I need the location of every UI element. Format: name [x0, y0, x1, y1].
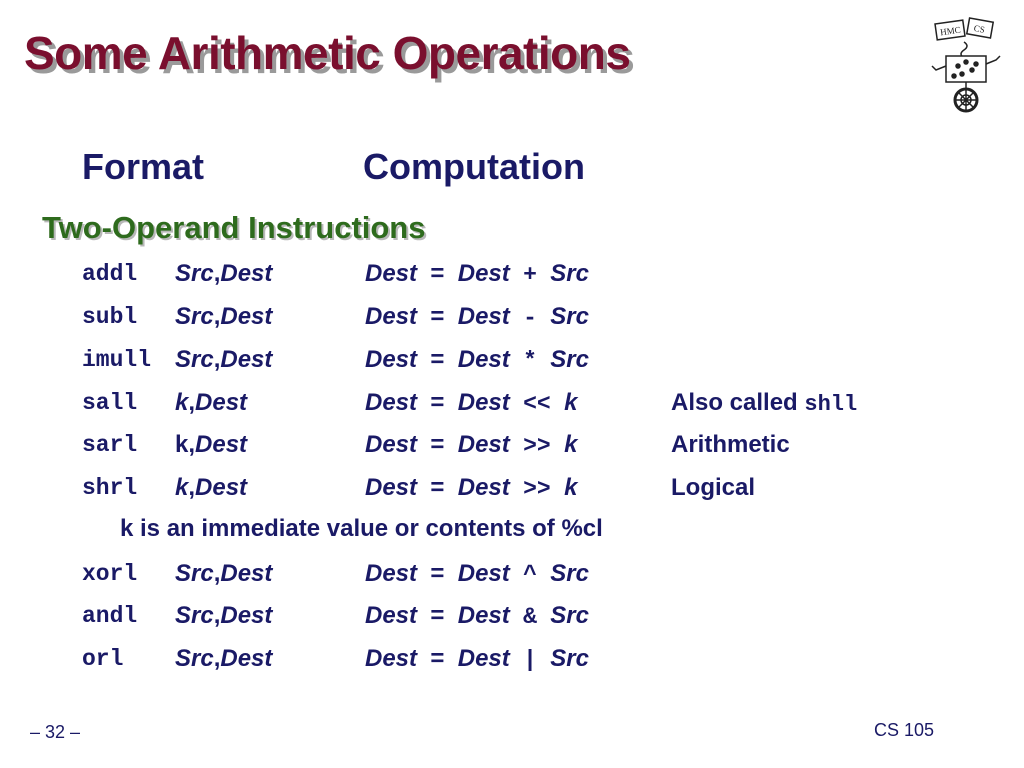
course-label: CS 105: [874, 720, 935, 740]
operand-dest: Dest: [195, 431, 248, 458]
note-text: Logical: [671, 474, 756, 501]
comp-operator: |: [523, 647, 537, 673]
comp-eq: =: [430, 389, 445, 416]
comp-operator: -: [523, 305, 537, 331]
computation: [365, 387, 577, 420]
comp-lhs: Dest: [365, 560, 418, 587]
note-text: Arithmetic: [671, 431, 790, 458]
comp-operand: k: [564, 389, 578, 416]
operand-comma: ,: [188, 389, 196, 416]
comp-operator: &: [523, 604, 537, 630]
operands: [175, 387, 247, 419]
computation: [365, 301, 589, 334]
operand-src: k: [175, 389, 189, 416]
row-note: [671, 472, 755, 504]
comp-rhs: Dest: [457, 389, 510, 416]
opcode: addl: [82, 261, 138, 287]
table-row: [0, 344, 1024, 376]
comp-operator: <<: [523, 391, 551, 417]
opcode: imull: [82, 347, 152, 373]
comp-eq: =: [430, 645, 445, 672]
operand-src: Src: [175, 303, 214, 330]
comp-eq: =: [430, 431, 445, 458]
operand-dest: Dest: [220, 645, 273, 672]
comp-rhs: Dest: [457, 346, 510, 373]
operands: [175, 258, 272, 290]
opcode: sall: [82, 390, 138, 416]
comp-rhs: Dest: [457, 474, 510, 501]
operand-src: Src: [175, 645, 214, 672]
comp-eq: =: [430, 474, 445, 501]
operands: [175, 472, 247, 504]
operand-comma: ,: [213, 346, 221, 373]
operand-comma: ,: [213, 602, 221, 629]
comp-lhs: Dest: [365, 645, 418, 672]
operand-dest: Dest: [195, 389, 248, 416]
opcode: andl: [82, 603, 138, 629]
svg-text:CS: CS: [973, 23, 986, 35]
section-heading: Two-Operand Instructions: [42, 210, 426, 245]
comp-eq: =: [430, 346, 445, 373]
computation: [365, 344, 589, 377]
comp-lhs: Dest: [365, 303, 418, 330]
operand-comma: ,: [188, 431, 196, 458]
computation: [365, 558, 589, 591]
comp-operand: Src: [550, 602, 589, 629]
comp-eq: =: [430, 602, 445, 629]
operand-comma: ,: [213, 260, 221, 287]
comp-eq: =: [430, 260, 445, 287]
operand-src: Src: [175, 560, 214, 587]
opcode: sarl: [82, 432, 138, 458]
comp-operand: Src: [550, 560, 589, 587]
computation: [365, 258, 589, 291]
operands: [175, 643, 272, 675]
opcode: xorl: [82, 561, 138, 587]
note-code: shll: [804, 392, 858, 417]
hmc-cs-logo-icon: [928, 14, 1008, 114]
comp-operand: Src: [550, 346, 589, 373]
comp-operator: *: [523, 348, 537, 374]
comp-eq: =: [430, 560, 445, 587]
operand-dest: Dest: [220, 260, 273, 287]
opcode: shrl: [82, 475, 138, 501]
svg-text:HMC: HMC: [939, 24, 962, 38]
operand-dest: Dest: [195, 474, 248, 501]
operand-dest: Dest: [220, 346, 273, 373]
computation: [365, 643, 589, 676]
computation: [365, 472, 577, 505]
operand-dest: Dest: [220, 560, 273, 587]
comp-rhs: Dest: [457, 431, 510, 458]
comp-lhs: Dest: [365, 431, 418, 458]
comp-operator: ^: [523, 562, 537, 588]
comp-lhs: Dest: [365, 346, 418, 373]
comp-operand: Src: [550, 645, 589, 672]
table-row: [0, 301, 1024, 333]
computation: [365, 429, 577, 462]
comp-operand: Src: [550, 260, 589, 287]
comp-operator: >>: [523, 433, 551, 459]
comp-lhs: Dest: [365, 474, 418, 501]
operands: [175, 301, 272, 333]
comp-rhs: Dest: [457, 260, 510, 287]
note-text: Also called: [671, 389, 798, 416]
page-number: – 32 –: [30, 722, 81, 742]
operands: [175, 558, 272, 590]
comp-rhs: Dest: [457, 602, 510, 629]
computation: [365, 600, 589, 633]
operand-src: k: [175, 431, 189, 458]
operand-src: Src: [175, 346, 214, 373]
comp-rhs: Dest: [457, 645, 510, 672]
operand-comma: ,: [213, 560, 221, 587]
operand-src: Src: [175, 602, 214, 629]
opcode: subl: [82, 304, 138, 330]
operands: [175, 600, 272, 632]
comp-operand: Src: [550, 303, 589, 330]
format-header: Format: [82, 146, 205, 187]
row-note: [671, 429, 790, 461]
operand-src: k: [175, 474, 189, 501]
comp-operator: +: [523, 262, 537, 288]
opcode: orl: [82, 646, 124, 672]
table-row: [0, 558, 1024, 590]
comp-operator: >>: [523, 476, 551, 502]
operands: [175, 429, 247, 461]
table-row: [0, 600, 1024, 632]
comp-lhs: Dest: [365, 389, 418, 416]
comp-rhs: Dest: [457, 560, 510, 587]
operand-comma: ,: [188, 474, 196, 501]
table-row: [0, 258, 1024, 290]
comp-lhs: Dest: [365, 602, 418, 629]
operands: [175, 344, 272, 376]
comp-eq: =: [430, 303, 445, 330]
comp-lhs: Dest: [365, 260, 418, 287]
table-row: [0, 643, 1024, 675]
operand-comma: ,: [213, 303, 221, 330]
row-note: [671, 387, 857, 421]
operand-comma: ,: [213, 645, 221, 672]
computation-header: Computation: [363, 146, 585, 187]
operand-dest: Dest: [220, 602, 273, 629]
comp-operand: k: [564, 474, 578, 501]
table-row: [0, 387, 1024, 419]
comp-operand: k: [564, 431, 578, 458]
slide-title: Some Arithmetic Operations: [24, 27, 631, 79]
operand-dest: Dest: [220, 303, 273, 330]
table-row: [0, 472, 1024, 504]
shift-note: k is an immediate value or contents of %cl: [120, 515, 603, 542]
comp-rhs: Dest: [457, 303, 510, 330]
table-row: [0, 429, 1024, 461]
operand-src: Src: [175, 260, 214, 287]
